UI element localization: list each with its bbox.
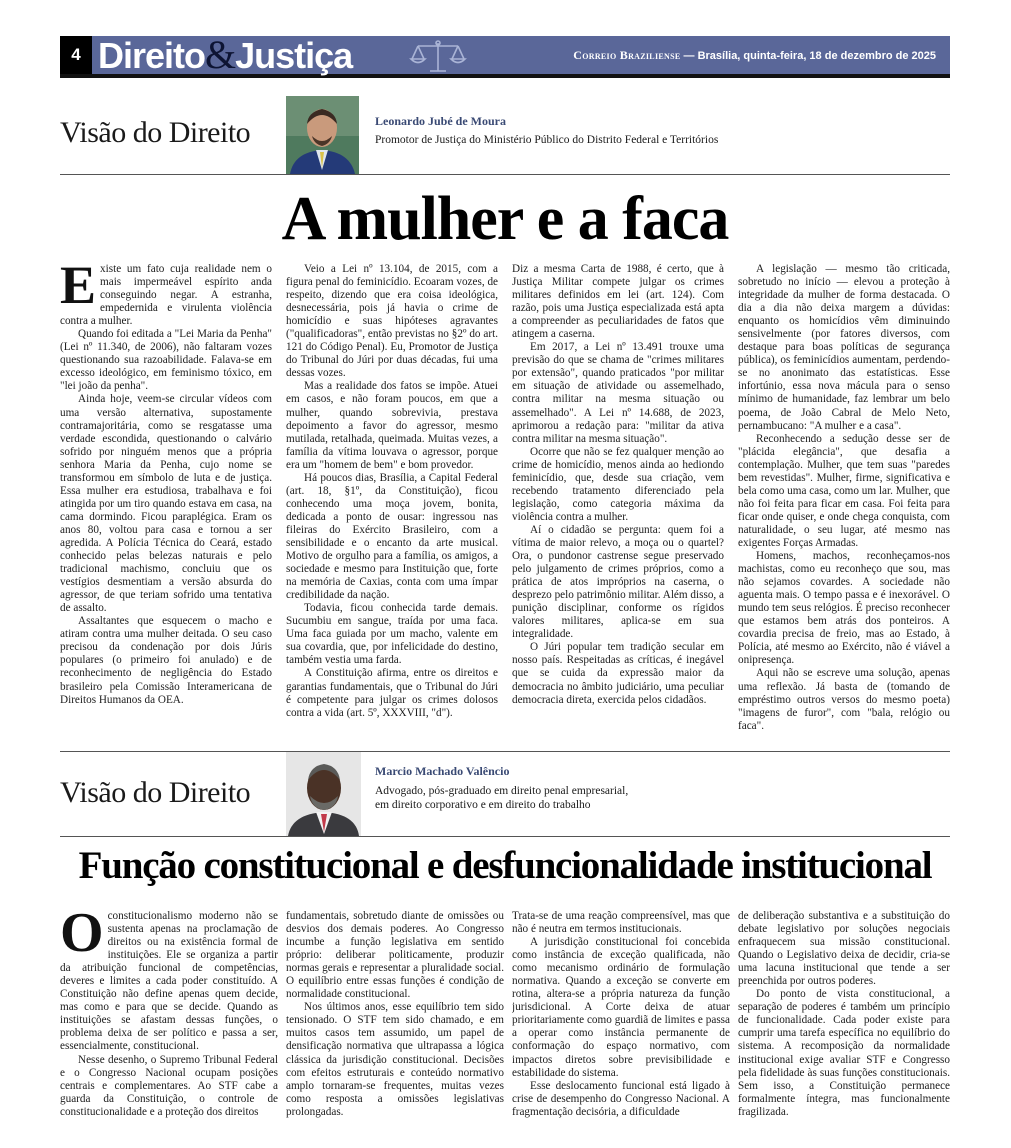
author-role-line: Advogado, pós-graduado em direito penal empresarial, (375, 785, 629, 797)
divider (60, 751, 950, 752)
author-name: Leonardo Jubé de Moura (375, 114, 507, 128)
paragraph: Homens, machos, reconheçamos-nos machistas, como eu reconheço que sou, mas não sejamos covardes. A sociedade não aguenta mais. O tempo passa e é inexorável. O mundo tem seus relógios. É preciso reconhecer que estamos bem atrás dos ponteiros. A covardia precisa de freio, mas ao Estado, à Polícia, até mesmo ao Exército, não é viável a onipresença. (738, 550, 950, 667)
section-banner (60, 32, 950, 78)
author-name: Marcio Machado Valêncio (375, 764, 510, 778)
dropcap: E (60, 263, 97, 315)
paragraph: Todavia, ficou conhecida tarde demais. Sucumbiu em sangue, traída por uma faca. Uma faca guiada por um macho, valente em sua covardia, que, por infelicidade do destino, também vestia uma farda. (286, 602, 498, 667)
author-role (375, 784, 628, 812)
paragraph: A Constituição afirma, entre os direitos e garantias fundamentais, que o Tribunal do Júri é competente para julgar os crimes dolosos contra a vida (art. 5º, XXXVIII, "d"). (286, 667, 498, 719)
paragraph: Há poucos dias, Brasília, a Capital Federal (art. 18, §1º, da Constituição), ficou conhecendo uma moça jovem, bonita, dedicada a ponto de ousar: ingressou nas fileiras do Exército Brasileiro, com a sensibilidade e o encanto da arte musical. Motivo de orgulho para a família, os amigos, a sociedade e mesmo para Instituição que, forte na memória de Caxias, conta com uma ímpar credibilidade da nação. (286, 471, 498, 602)
author-role-line: em direito corporativo e em direito do trabalho (375, 799, 591, 811)
section-logo-part1: Direito (98, 35, 206, 76)
article-column (738, 910, 950, 1142)
paragraph: O Júri popular tem tradição secular em nosso país. Respeitadas as críticas, é inegável que se cuida da expressão maior da democracia no âmbito judiciário, uma peculiar democracia direta, exercida pelos cidadãos. (512, 641, 724, 706)
author-photo (286, 96, 359, 174)
article-body (60, 910, 950, 1142)
article-column (286, 910, 504, 1142)
section-label: Visão do Direito (60, 116, 251, 149)
section-logo (98, 34, 352, 77)
paragraph: Diz a mesma Carta de 1988, é certo, que à Justiça Militar compete julgar os crimes militares definidos em lei (art. 124). Com razão, pois uma Justiça especializada está apta a compreender as peculiaridades de fatos que atingem a caserna. (512, 263, 724, 341)
author-role: Promotor de Justiça do Ministério Público do Distrito Federal e Territórios (375, 134, 719, 146)
author-portrait-icon (286, 752, 361, 836)
paragraph: Nos últimos anos, esse equilíbrio tem sido tensionado. O STF tem sido chamado, e em muitos casos tem assumido, um papel de densificação normativa que ultrapassa a lógica clássica da jurisdição constitucional. Decisões com efeitos estruturais e conteúdo normativo amplo tornaram-se frequentes, muitas vezes como resposta a omissões legislativas prolongadas. (286, 1001, 504, 1118)
dropcap: O (60, 910, 104, 964)
paragraph: Trata-se de uma reação compreensível, mas que não é neutra em termos institucionais. (512, 910, 730, 936)
section-logo-part2: Justiça (235, 35, 353, 76)
headline: A mulher e a faca (281, 185, 729, 253)
article-column (60, 263, 272, 743)
headline: Função constitucional e desfuncionalidade institucional (78, 844, 932, 887)
dateline (573, 36, 936, 74)
paragraph: Aqui não se escreve uma solução, apenas uma reflexão. Já basta de (tomando de empréstimo outros versos do mesmo poeta) "imagens de furor", com "bala, relógio ou faca". (738, 667, 950, 732)
author-photo (286, 752, 361, 836)
paragraph: Aí o cidadão se pergunta: quem foi a vítima de maior relevo, a moça ou o quartel? Ora, o pundonor castrense segue preservado pelo julgamento de crimes próprios, como a prática de atos impróprios na caserna, o desprezo pelo patrimônio militar. Além disso, a punição disciplinar, conforme os rígidos valores militares, aplica-se em sua integralidade. (512, 523, 724, 641)
paragraph: A legislação — mesmo tão criticada, sobretudo no início — elevou a proteção à integridade da mulher de forma destacada. O dia a dia não deixa margem a dúvidas: enquanto os homicídios vêm diminuindo sensivelmente (por fatores diversos, com destaque para boas políticas de segurança pública), os feminicídios aumentam, perdendo-se no anonimato das estatísticas. Esse infortúnio, essa nova mácula para o senso mínimo de humanidade, faz lembrar um belo poema, de João Cabral de Melo Neto, pernambucano: "A mulher e a casa". (738, 263, 950, 432)
article-body (60, 263, 950, 743)
article-column (286, 263, 498, 743)
paragraph: Quando foi editada a "Lei Maria da Penha" (Lei nº 11.340, de 2006), não faltaram vozes questionando sua razoabilidade. Falava-se em excesso ideológico, em feminismo tóxico, em "lei joão da penha". (60, 328, 272, 393)
paragraph: Em 2017, a Lei nº 13.491 trouxe uma previsão do que se chama de "crimes militares por extensão", quando praticados "por militar em situação de atividade ou assemelhado, contra militar na mesma situação ou assemelhado". A Lei nº 14.688, de 2023, aprimorou a redação para: "militar da ativa contra militar na mesma situação". (512, 341, 724, 445)
paragraph: Ainda hoje, veem-se circular vídeos com uma versão alternativa, supostamente contramajoritária, como se resgatasse uma verdade escondida, questionando o calvário sofrido por ninguém menos que a própria senhora Maria da Penha, cujo nome se transformou em símbolo de luta e de justiça. Essa mulher era estudiosa, trabalhava e foi atingida por um tiro quando estava em casa, na cama dormindo. Ficou paraplégica. Eram os anos 80, voltou para casa e tornou a ser agredida. A Polícia Técnica do Ceará, estado conhecido pelas belezas naturais e pelo tradicional machismo, concluiu que os vestígios desmentiam a versão absurda do agressor, de que teriam sofrido uma tentativa de assalto. (60, 393, 272, 615)
article-column (738, 263, 950, 743)
section-label: Visão do Direito (60, 776, 251, 809)
scales-of-justice-icon (408, 39, 468, 73)
paragraph: Reconhecendo a sedução desse ser de "plácida elegância", que desafia a contemplação. Mulher, que tem suas "paredes bem revestidas". Mulher, firme, significativa e bela como uma casa, como um lar. Mulher, que não foi feita para ficar em casa. Foi feita para ficar onde quiser, e onde chega conquista, com naturalidade, o seu lugar, até mesmo nas exigentes Forças Armadas. (738, 432, 950, 549)
article-column (512, 910, 730, 1142)
section-logo-ampersand: & (205, 32, 236, 77)
paragraph: Assaltantes que esquecem o macho e atiram contra uma mulher deitada. O seu caso precisou da condenação por dois Júris populares (o primeiro foi anulado) e de reconhecimento de negligência do Estado brasileiro pela Comissão Interamericana de Direitos Humanos da OEA. (60, 615, 272, 706)
date-text: — Brasília, quinta-feira, 18 de dezembro de 2025 (680, 50, 936, 62)
divider (60, 836, 950, 837)
paragraph: Ocorre que não se fez qualquer menção ao crime de homicídio, menos ainda ao hediondo feminicídio, que, desde sua criação, vem recebendo tratamento diferenciado pela legislação, como categoria máxima da violência contra a mulher. (512, 445, 724, 523)
newspaper-name: Correio Braziliense (573, 48, 681, 62)
paragraph: de deliberação substantiva e a substituição do debate legislativo por soluções negociais enfraquecem sua missão constitucional. Quando o Legislativo deixa de decidir, cria-se uma lacuna institucional que tende a ser preenchida por outros poderes. (738, 910, 950, 988)
paragraph: Esse deslocamento funcional está ligado à crise de desempenho do Congresso Nacional. A fragmentação decisória, a dificuldade (512, 1079, 730, 1118)
paragraph: Veio a Lei nº 13.104, de 2015, com a figura penal do feminicídio. Ecoaram vozes, de respeito, dizendo que era coisa ideológica, desnecessária, pois já havia o crime de homicídio e suas hipóteses agravantes ("qualificadoras", então previstas no §2º do art. 121 do Código Penal). Eu, Promotor de Justiça do Tribunal do Júri por duas décadas, fui uma dessas vozes. (286, 263, 498, 380)
page-number: 4 (60, 36, 92, 74)
divider (60, 174, 950, 175)
paragraph: Mas a realidade dos fatos se impõe. Atuei em casos, e não foram poucos, em que a mulher, quando sobrevivia, prestava depoimento a favor do agressor, mesmo mutilada, retalhada, queimada. Muitas vezes, a família da vítima louvava o agressor, porque era um "homem de bem" e bom provedor. (286, 380, 498, 471)
paragraph: Do ponto de vista constitucional, a separação de poderes é também um princípio de funcionalidade. Cada poder existe para cumprir uma tarefa específica no equilíbrio do sistema. A recomposição da normalidade institucional exige avaliar STF e Congresso pela fidelidade às suas funções constitucionais. Sem isso, a Constituição permanece formalmente íntegra, mas funcionalmente fragilizada. (738, 988, 950, 1118)
paragraph: constitucionalismo moderno não se sustenta apenas na proclamação de direitos ou na existência formal de instituições. Ele se organiza a partir da atribuição funcional de competências, deveres e limites a cada poder constituído. A Constituição não define apenas quem decide, mas como e para que se decide. Quando as instituições se afastam dessas funções, o problema deixa de ser político e passa a ser, essencialmente, constitucional. (60, 910, 278, 1053)
paragraph: Nesse desenho, o Supremo Tribunal Federal e o Congresso Nacional ocupam posições centrais e complementares. Ao STF cabe a guarda da Constituição, o controle de constitucionalidade e a proteção dos direitos (60, 1053, 278, 1118)
article-column (60, 910, 278, 1142)
article-column (512, 263, 724, 743)
paragraph: A jurisdição constitucional foi concebida como instância de exceção qualificada, não como mecanismo ordinário de formulação normativa. Quando a exceção se converte em rotina, altera-se a própria natureza da função jurisdicional. A Corte deixa de atuar prioritariamente como guardiã de limites e passa a operar como instância permanente de conformação do espaço normativo, com impactos diretos sobre previsibilidade e estabilidade do sistema. (512, 936, 730, 1079)
paragraph: fundamentais, sobretudo diante de omissões ou desvios dos demais poderes. Ao Congresso incumbe a função legislativa em sentido próprio: deliberar politicamente, produzir normas gerais e representar a pluralidade social. O equilíbrio entre essas funções é condição de normalidade constitucional. (286, 910, 504, 1001)
author-portrait-icon (286, 96, 359, 174)
paragraph: xiste um fato cuja realidade nem o mais impermeável espírito anda conseguindo negar. A estranha, empedernida e virulenta violência contra a mulher. (60, 263, 272, 328)
